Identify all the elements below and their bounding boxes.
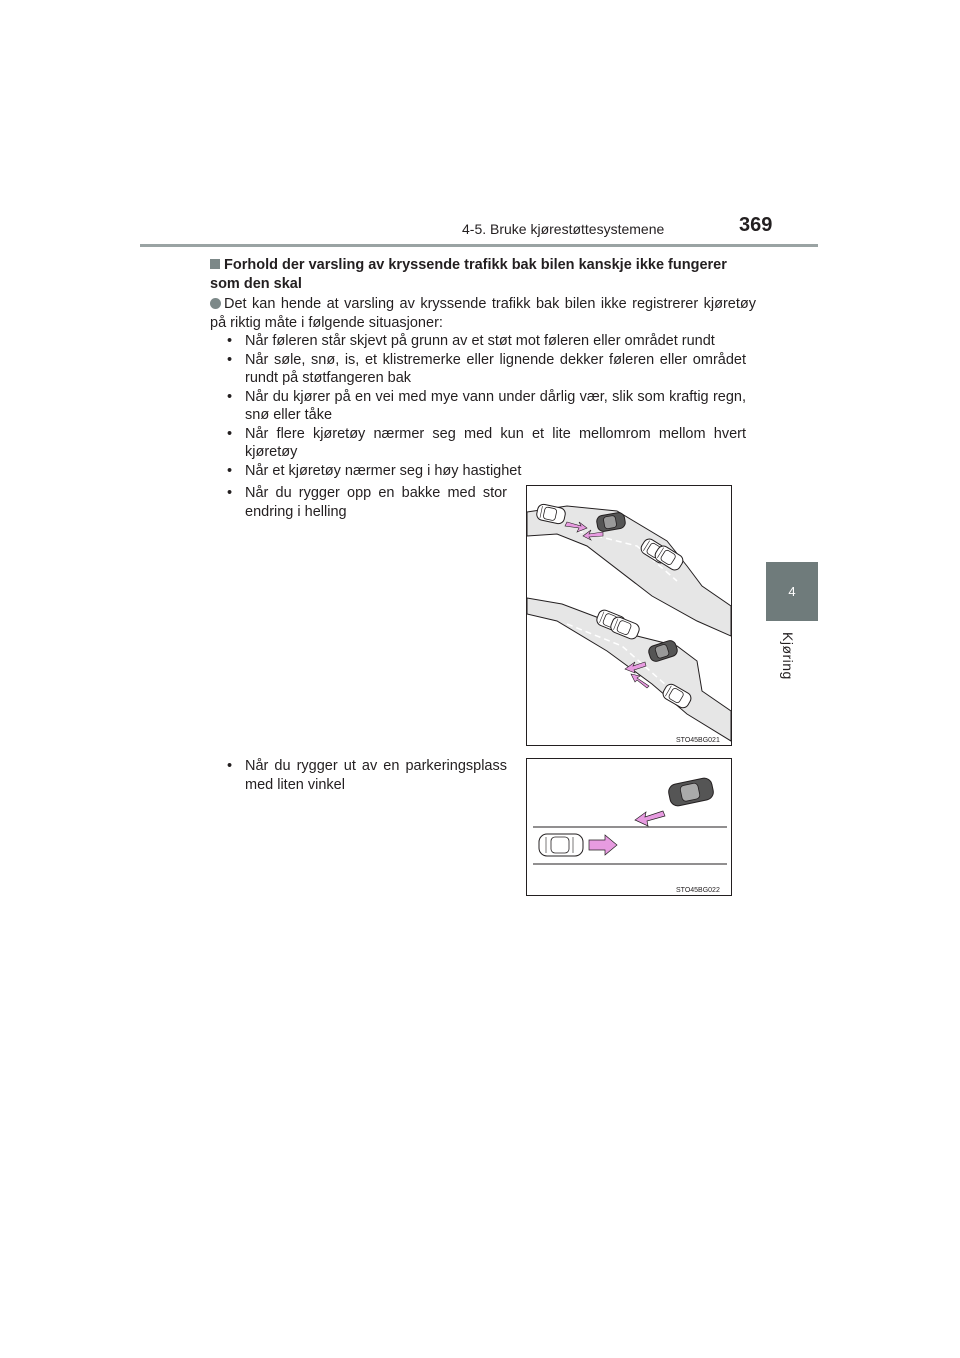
intro-paragraph xyxy=(210,295,756,332)
figure-2-text: • Når du rygger ut av en parkeringsplass med liten vinkel xyxy=(227,757,507,794)
section-heading-text: Forhold der varsling av kryssende trafikk bak bilen kanskje ikke fungerer som den skal xyxy=(210,257,727,292)
intro-text: Det kan hende at varsling av kryssende trafikk bak bilen ikke registrerer kjøretøy på riktig måte i følgende situasjoner: xyxy=(210,296,756,331)
list-item: • Når et kjøretøy nærmer seg i høy hastighet xyxy=(227,462,746,481)
chapter-tab xyxy=(766,562,818,621)
slope-illustration xyxy=(527,486,731,745)
list-item: • Når føleren står skjevt på grunn av et støt mot føleren eller området rundt xyxy=(227,332,746,351)
condition-list xyxy=(227,332,746,480)
figure-1-caption: STO45BG021 xyxy=(676,737,720,744)
figure-1-slope-illustration xyxy=(526,485,732,746)
parking-illustration xyxy=(527,759,731,895)
circle-bullet-icon xyxy=(210,298,221,309)
header-section-title: 4-5. Bruke kjørestøttesystemene xyxy=(462,221,665,237)
list-item: • Når søle, snø, is, et klistremerke eller lignende dekker føleren eller området rundt på støtfangeren bak xyxy=(227,351,746,388)
figure-1-text: • Når du rygger opp en bakke med stor endring i helling xyxy=(227,484,507,521)
section-heading xyxy=(210,256,756,294)
figure-2-caption: STO45BG022 xyxy=(676,887,720,894)
figure-2-parking-illustration xyxy=(526,758,732,896)
list-item: • Når du kjører på en vei med mye vann under dårlig vær, slik som kraftig regn, snø eller tåke xyxy=(227,388,746,425)
header-divider xyxy=(140,244,818,247)
page-number: 369 xyxy=(739,214,773,236)
list-item: • Når flere kjøretøy nærmer seg med kun et lite mellomrom mellom hvert kjøretøy xyxy=(227,425,746,462)
chapter-number: 4 xyxy=(788,584,796,599)
square-bullet-icon xyxy=(210,259,220,269)
chapter-label: Kjøring xyxy=(780,632,796,680)
